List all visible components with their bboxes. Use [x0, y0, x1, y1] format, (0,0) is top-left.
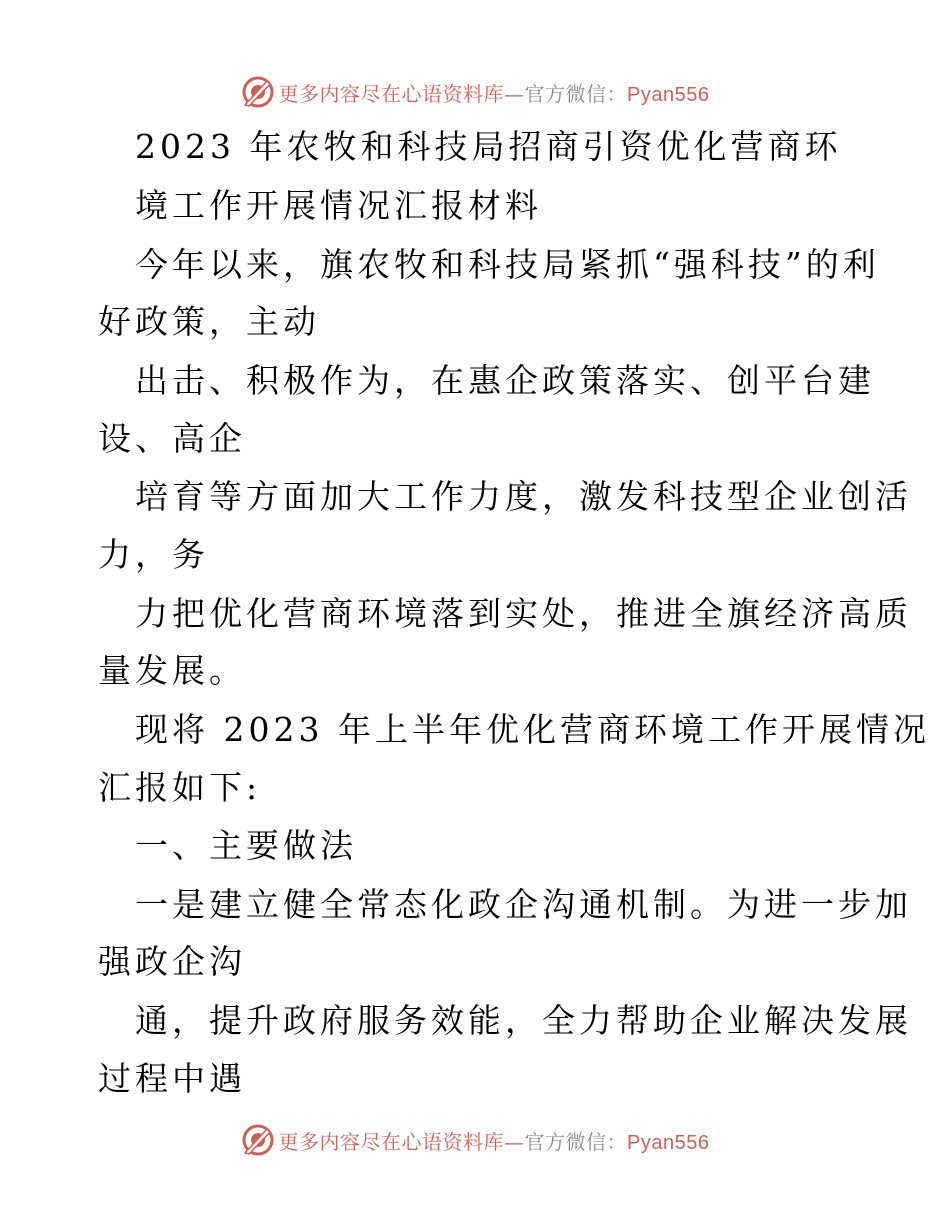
footer-watermark-text: [279, 1126, 710, 1155]
paragraph-line: 通，提升政府服务效能，全力帮助企业解决发展: [135, 1001, 912, 1040]
watermark-main-text: 更多内容尽在心语资料库: [278, 1129, 505, 1154]
paragraph-line: 量发展。: [98, 651, 246, 690]
document-title-line-2: 境工作开展情况汇报材料: [135, 186, 542, 225]
header-watermark-text: [279, 78, 710, 107]
document-title-line-1: 2023 年农牧和科技局招商引资优化营商环: [135, 127, 842, 166]
watermark-main-text: 更多内容尽在心语资料库: [278, 81, 505, 106]
section-heading: 一、主要做法: [135, 826, 357, 865]
header-watermark-banner: [0, 72, 950, 112]
paragraph-line: 力，务: [98, 535, 209, 574]
paragraph-line: 汇报如下:: [98, 768, 262, 807]
watermark-official-label: 官方微信：: [524, 1129, 628, 1154]
paragraph-line: 好政策，主动: [98, 302, 320, 341]
watermark-official-label: 官方微信：: [524, 81, 628, 106]
watermark-dash: —: [504, 81, 525, 106]
footer-watermark-banner: [0, 1120, 950, 1160]
paragraph-line: 现将 2023 年上半年优化营商环境工作开展情况: [135, 710, 930, 749]
watermark-dash: —: [504, 1129, 525, 1154]
watermark-wechat-id: Pyan556: [627, 83, 710, 106]
paragraph-line: 强政企沟: [98, 942, 246, 981]
paragraph-line: 力把优化营商环境落到实处，推进全旗经济高质: [135, 594, 912, 633]
quill-seal-icon: [241, 75, 275, 109]
paragraph-line: 一是建立健全常态化政企沟通机制。为进一步加: [135, 885, 912, 924]
watermark-wechat-id: Pyan556: [627, 1131, 710, 1154]
paragraph-line: 出击、积极作为，在惠企政策落实、创平台建: [135, 361, 875, 400]
paragraph-line: 设、高企: [98, 419, 246, 458]
quill-seal-icon: [241, 1123, 275, 1157]
paragraph-line: 培育等方面加大工作力度，激发科技型企业创活: [135, 477, 912, 516]
paragraph-line: 今年以来，旗农牧和科技局紧抓“强科技”的利: [135, 245, 880, 284]
paragraph-line: 过程中遇: [98, 1059, 246, 1098]
